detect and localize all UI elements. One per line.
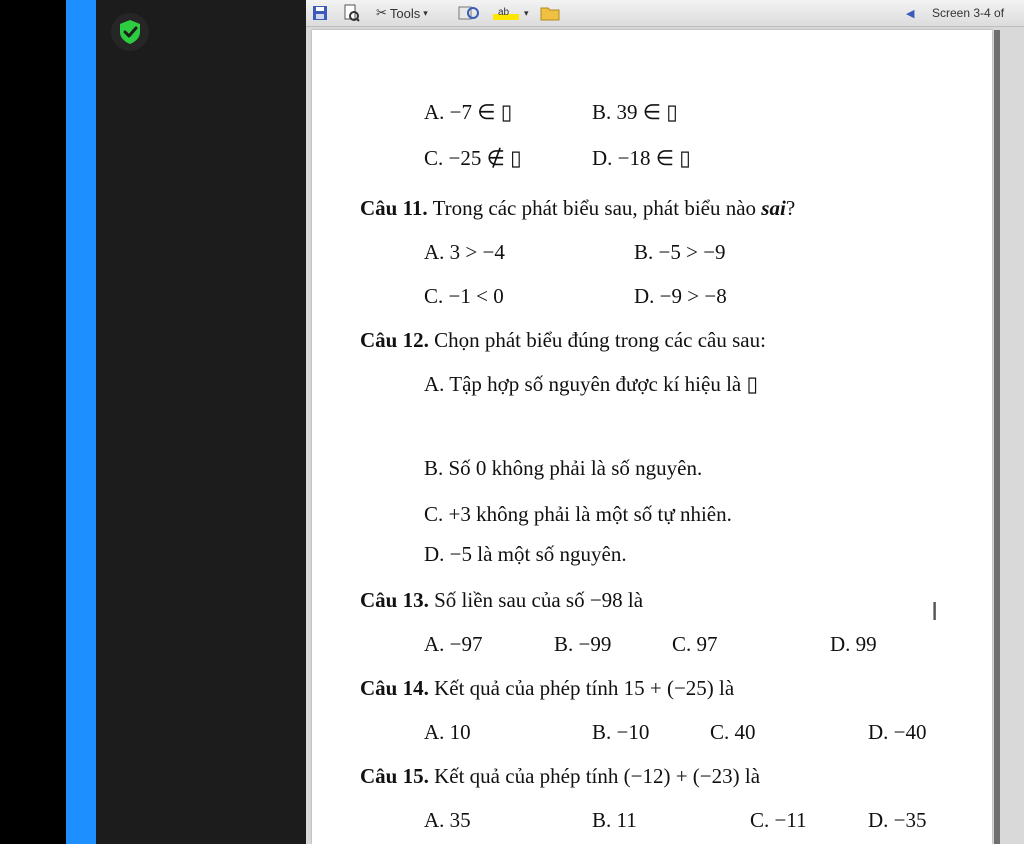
q15-option-a: A. 35 [424, 808, 471, 832]
q13-prompt [360, 588, 643, 613]
q13-text: Số liền sau của số −98 là [434, 588, 644, 612]
q13-option-a: A. −97 [424, 632, 483, 656]
q13-option-d: D. 99 [830, 632, 877, 656]
q12-text: Chọn phát biểu đúng trong các câu sau: [434, 328, 766, 352]
shield-check-icon[interactable] [110, 12, 150, 52]
q12-option-c: C. +3 không phải là một số tự nhiên. [424, 502, 732, 526]
q11-option-d: D. −9 > −8 [634, 284, 727, 308]
highlight-icon[interactable] [492, 3, 529, 23]
q12-prompt [360, 328, 766, 353]
q15-prompt [360, 764, 760, 789]
q14-option-c: C. 40 [710, 720, 756, 744]
q11-option-a: A. 3 > −4 [424, 240, 505, 264]
q14-number: Câu 14. [360, 676, 429, 700]
q12-option-d: D. −5 là một số nguyên. [424, 542, 627, 566]
q15-option-d: D. −35 [868, 808, 927, 832]
q11-tail: ? [785, 196, 796, 220]
q15-option-b: B. 11 [592, 808, 637, 832]
q11-option-c: C. −1 < 0 [424, 284, 504, 308]
previous-screen-icon[interactable]: ◀ [906, 7, 915, 20]
q14-option-b: B. −10 [592, 720, 650, 744]
q13-option-c: C. 97 [672, 632, 718, 656]
left-black-region [0, 0, 66, 844]
screen-indicator: Screen 3-4 of [932, 6, 1005, 20]
q11-number: Câu 11. [360, 196, 428, 220]
folder-icon[interactable] [540, 3, 560, 23]
q15-option-c: C. −11 [750, 808, 807, 832]
q11-option-b: B. −5 > −9 [634, 240, 726, 264]
tools-menu[interactable] [376, 3, 428, 23]
q10-option-a: A. −7 ∈ ▯ [424, 100, 513, 124]
q13-option-b: B. −99 [554, 632, 612, 656]
q14-option-d: D. −40 [868, 720, 927, 744]
q12-option-b: B. Số 0 không phải là số nguyên. [424, 456, 703, 480]
q14-option-a: A. 10 [424, 720, 471, 744]
q12-number: Câu 12. [360, 328, 429, 352]
q12-option-a: A. Tập hợp số nguyên được kí hiệu là ▯ [424, 372, 759, 396]
text-cursor-icon: I [931, 596, 939, 626]
q14-prompt [360, 676, 734, 701]
page-edge-shadow [994, 30, 1000, 844]
blue-side-bar [66, 0, 96, 844]
svg-text:ab: ab [498, 7, 510, 18]
q11-text: Trong các phát biểu sau, phát biểu nào [432, 196, 762, 220]
q11-prompt [360, 196, 795, 221]
q10-option-c: C. −25 ∉ ▯ [424, 146, 522, 170]
q15-number: Câu 15. [360, 764, 429, 788]
research-icon[interactable] [458, 3, 480, 23]
q10-option-d: D. −18 ∈ ▯ [592, 146, 691, 170]
save-icon[interactable] [312, 3, 328, 23]
q14-text: Kết quả của phép tính 15 + (−25) là [434, 676, 735, 700]
dark-side-panel [96, 0, 306, 844]
chevron-down-icon: ▾ [423, 7, 428, 18]
print-preview-icon[interactable] [342, 3, 360, 23]
q13-number: Câu 13. [360, 588, 429, 612]
q15-text: Kết quả của phép tính (−12) + (−23) là [434, 764, 761, 788]
tools-label: Tools [389, 5, 421, 21]
chevron-down-icon: ▾ [524, 7, 529, 18]
scissors-icon: ✂ [376, 5, 387, 20]
q11-emphasis: sai [761, 196, 786, 220]
viewer-toolbar [306, 0, 1024, 27]
q10-option-b: B. 39 ∈ ▯ [592, 100, 678, 124]
